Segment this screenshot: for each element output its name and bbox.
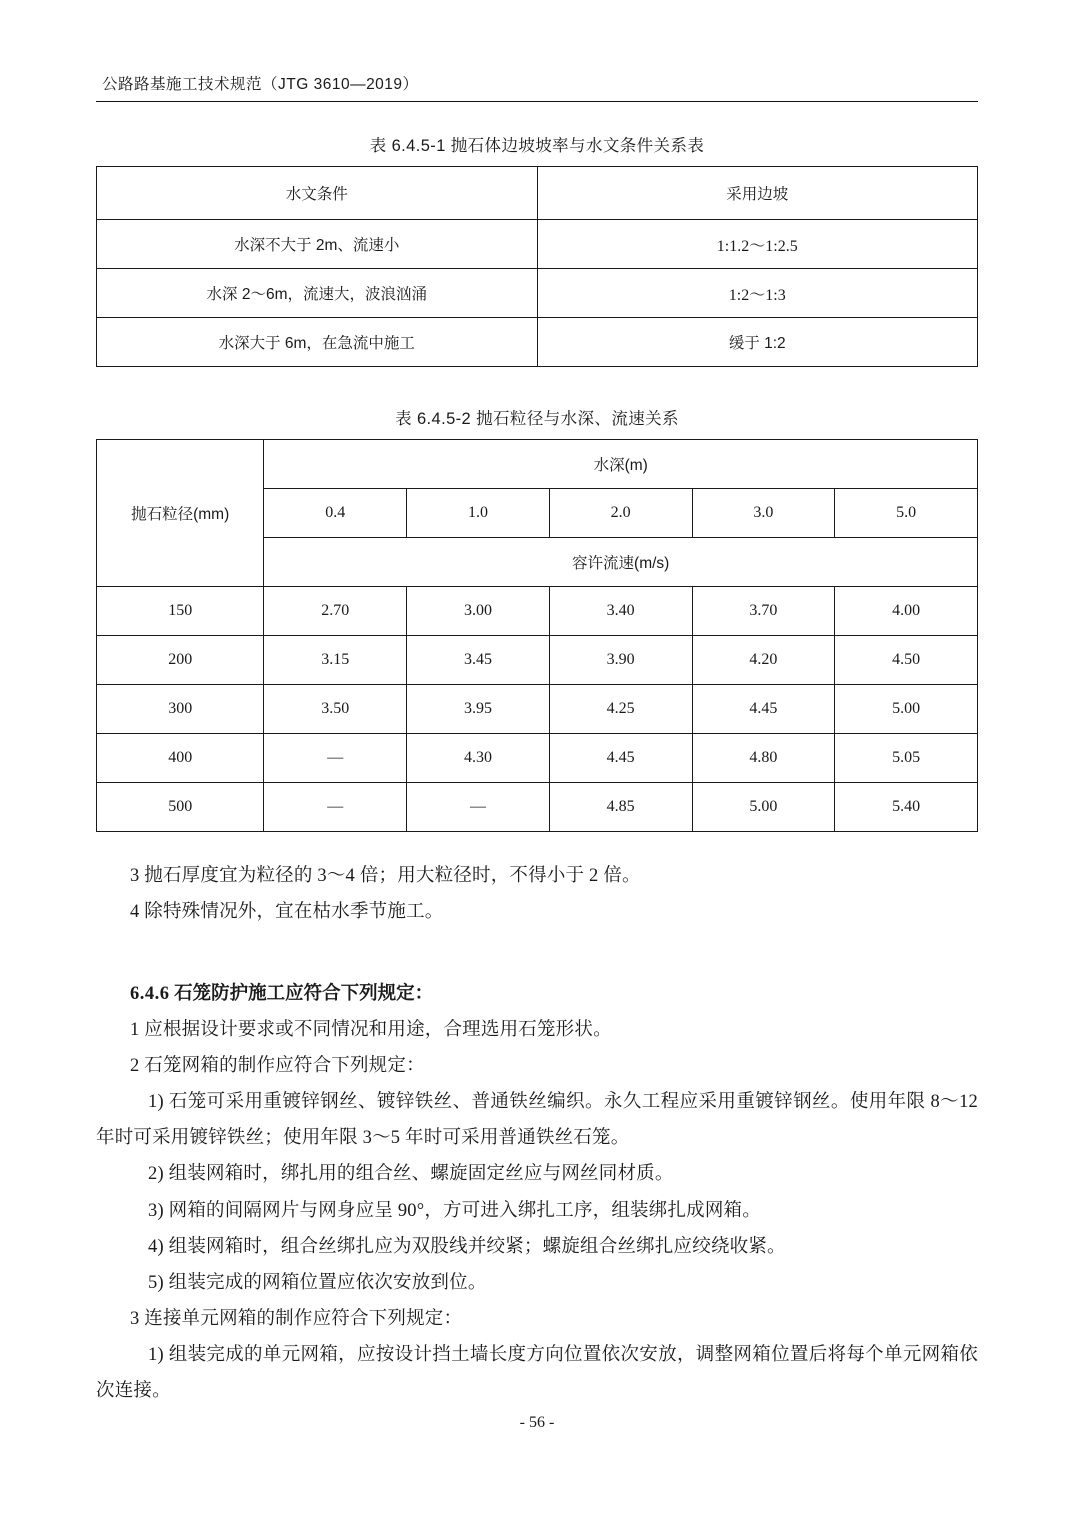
table1-header-cell: 采用边坡 [537, 167, 978, 220]
table-row [97, 636, 978, 685]
table2-size-cell: 400 [97, 734, 264, 783]
table2-cell: 3.45 [407, 636, 550, 685]
table1-caption: 表 6.4.5-1 抛石体边坡坡率与水文条件关系表 [369, 137, 705, 155]
table2-depth-value: 1.0 [407, 489, 550, 538]
paragraph-3-1: 1) 组装完成的单元网箱，应按设计挡土墙长度方向位置依次安放，调整网箱位置后将每个单元网箱依次连接。 [96, 1344, 978, 1401]
table2-caption: 表 6.4.5-2 抛石粒径与水深、流速关系 [395, 410, 679, 428]
table2-size-cell: 150 [97, 587, 264, 636]
table-row [97, 587, 978, 636]
spacer [96, 832, 978, 858]
table-row [97, 220, 978, 269]
section-title: 石笼防护施工应符合下列规定： [174, 984, 434, 1005]
paragraph-item-3: 3 抛石厚度宜为粒径的 3～4 倍；用大粒径时，不得小于 2 倍。 [130, 866, 641, 886]
page-header: 公路路基施工技术规范（JTG 3610—2019） [96, 72, 978, 102]
table2-cell: 4.45 [549, 734, 692, 783]
table2-corner-header: 抛石粒径(mm) [97, 440, 264, 587]
table2-cell: 3.90 [549, 636, 692, 685]
table2-cell: 3.15 [264, 636, 407, 685]
table2-cell: 5.00 [692, 783, 835, 832]
table2-cell: 3.70 [692, 587, 835, 636]
spacer [96, 367, 978, 405]
table2-depth-value: 0.4 [264, 489, 407, 538]
table2-cell: — [407, 783, 550, 832]
table-stone-size-depth-velocity [96, 439, 978, 832]
paragraph-2-5: 5) 组装完成的网箱位置应依次安放到位。 [148, 1272, 487, 1293]
table-row [97, 167, 978, 220]
table2-velocity-header: 容许流速(m/s) [264, 538, 978, 587]
table2-cell: 5.05 [835, 734, 978, 783]
table2-cell: 3.00 [407, 587, 550, 636]
table1-cell: 缓于 1:2 [537, 318, 978, 367]
table-row [97, 318, 978, 367]
table2-cell: 5.40 [835, 783, 978, 832]
table1-cell: 1:2～1:3 [537, 269, 978, 318]
paragraph-3: 3 连接单元网箱的制作应符合下列规定： [130, 1308, 463, 1329]
paragraph-2-1: 1) 石笼可采用重镀锌钢丝、镀锌铁丝、普通铁丝编织。永久工程应采用重镀锌钢丝。使用年限 8～12 年时可采用镀锌铁丝；使用年限 3～5 年时可采用普通铁丝石笼。 [96, 1092, 978, 1149]
table2-cell: 3.95 [407, 685, 550, 734]
table2-size-cell: 500 [97, 783, 264, 832]
table1-cell: 1:1.2～1:2.5 [537, 220, 978, 269]
table2-depth-value: 2.0 [549, 489, 692, 538]
table-slope-hydrology [96, 166, 978, 367]
table2-cell: 4.50 [835, 636, 978, 685]
table1-cell: 水深不大于 2m、流速小 [97, 220, 538, 269]
section-heading-6-4-6 [96, 976, 978, 1012]
table-row [97, 269, 978, 318]
table2-cell: 4.80 [692, 734, 835, 783]
table1-header-cell: 水文条件 [97, 167, 538, 220]
section-number: 6.4.6 [130, 984, 170, 1005]
table2-cell: 2.70 [264, 587, 407, 636]
spacer [96, 930, 978, 976]
table2-cell: — [264, 734, 407, 783]
table2-cell: 4.25 [549, 685, 692, 734]
table1-cell: 水深 2～6m，流速大，波浪汹涌 [97, 269, 538, 318]
table2-size-cell: 200 [97, 636, 264, 685]
table2-cell: 4.85 [549, 783, 692, 832]
paragraph-2-3: 3) 网箱的间隔网片与网身应呈 90°，方可进入绑扎工序，组装绑扎成网箱。 [148, 1200, 761, 1221]
paragraph-2-2: 2) 组装网箱时，绑扎用的组合丝、螺旋固定丝应与网丝同材质。 [148, 1164, 674, 1185]
table2-size-cell: 300 [97, 685, 264, 734]
table2-depth-header: 水深(m) [264, 440, 978, 489]
table2-cell: 3.40 [549, 587, 692, 636]
table2-cell: 4.20 [692, 636, 835, 685]
paragraph-2-4: 4) 组装网箱时，组合丝绑扎应为双股线并绞紧；螺旋组合丝绑扎应绞绕收紧。 [148, 1236, 786, 1257]
table-row [97, 783, 978, 832]
paragraph-1: 1 应根据设计要求或不同情况和用途，合理选用石笼形状。 [130, 1020, 612, 1041]
table2-depth-value: 5.0 [835, 489, 978, 538]
table-row [97, 734, 978, 783]
paragraph-item-4: 4 除特殊情况外，宜在枯水季节施工。 [130, 902, 444, 923]
table2-cell: 4.30 [407, 734, 550, 783]
page-footer: - 56 - [519, 1414, 555, 1431]
table2-cell: 4.00 [835, 587, 978, 636]
table1-cell: 水深大于 6m，在急流中施工 [97, 318, 538, 367]
table2-cell: — [264, 783, 407, 832]
paragraph-2: 2 石笼网箱的制作应符合下列规定： [130, 1056, 425, 1077]
table-row [97, 685, 978, 734]
table2-cell: 3.50 [264, 685, 407, 734]
table2-cell: 5.00 [835, 685, 978, 734]
table2-depth-value: 3.0 [692, 489, 835, 538]
table-row [97, 440, 978, 489]
table2-cell: 4.45 [692, 685, 835, 734]
